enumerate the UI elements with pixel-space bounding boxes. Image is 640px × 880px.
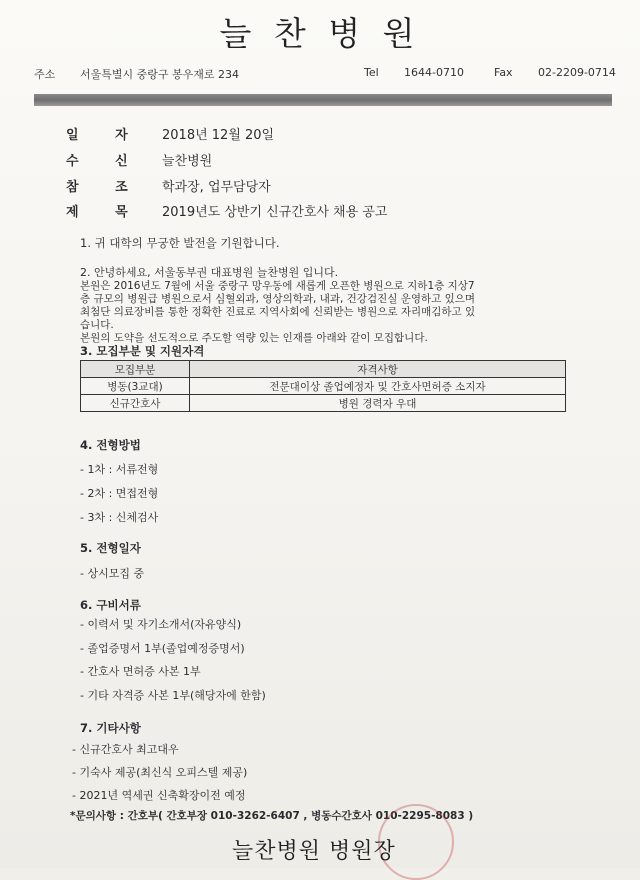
list-item: - 이력서 및 자기소개서(자유양식)	[80, 618, 242, 631]
reference-label: 참 조	[66, 180, 144, 195]
list-item: - 상시모집 중	[80, 567, 145, 580]
intro-paragraph	[80, 266, 550, 345]
table-row	[81, 378, 566, 395]
contact-info: *문의사항 : 간호부( 간호부장 010-3262-6407 , 병동수간호사 010-2295-8083 )	[70, 810, 474, 822]
list-item: - 기타 자격증 사본 1부(해당자에 한함)	[80, 689, 266, 702]
list-item: - 신규간호사 최고대우	[72, 743, 179, 756]
list-item: - 1차 : 서류전형	[80, 463, 159, 476]
section-3-title: 3. 모집부분 및 지원자격	[80, 344, 205, 358]
table-header-cell: 자격사항	[190, 361, 566, 378]
tel-label: Tel	[364, 66, 379, 79]
reference-value: 학과장, 업무담당자	[162, 180, 271, 195]
list-item: - 3차 : 신체검사	[80, 511, 159, 524]
table-cell: 병동(3교대)	[81, 378, 190, 395]
letterhead-title: 늘 찬 병 원	[219, 14, 421, 53]
section-4-title: 4. 전형방법	[80, 438, 141, 452]
tel-number: 1644-0710	[404, 66, 464, 79]
table-cell: 전문대이상 졸업예정자 및 간호사면허증 소지자	[190, 378, 566, 395]
intro-line: 층 규모의 병원급 병원으로서 심혈외과, 영상의학과, 내과, 건강검진실 운영하고 있으며	[80, 293, 476, 305]
requirements-table	[80, 360, 566, 412]
section-6-title: 6. 구비서류	[80, 598, 141, 612]
section-5-title: 5. 전형일자	[80, 541, 141, 555]
greeting-text: 1. 귀 대학의 무궁한 발전을 기원합니다.	[80, 236, 280, 250]
date-label: 일 자	[66, 128, 144, 143]
fax-number: 02-2209-0714	[538, 66, 616, 79]
date-value: 2018년 12월 20일	[162, 128, 275, 143]
table-header-row	[81, 361, 566, 378]
table-cell: 신규간호사	[81, 395, 190, 412]
list-item: - 2021년 역세권 신축확장이전 예정	[72, 789, 246, 802]
recipient-label: 수 신	[66, 154, 144, 169]
list-item: - 기숙사 제공(최신식 오피스텔 제공)	[72, 766, 248, 779]
intro-line: 습니다.	[80, 319, 114, 331]
list-item: - 간호사 면허증 사본 1부	[80, 665, 201, 678]
recipient-value: 늘찬병원	[162, 154, 213, 169]
intro-line: 2. 안녕하세요, 서울동부권 대표병원 늘찬병원 입니다.	[80, 266, 339, 279]
address-label: 주소	[34, 68, 56, 81]
intro-line: 본원은 2016년도 7월에 서울 중랑구 망우동에 새롭게 오픈한 병원으로 지하1층 지상7	[80, 280, 475, 292]
fax-label: Fax	[494, 66, 513, 79]
section-7-title: 7. 기타사항	[80, 721, 141, 735]
table-row	[81, 395, 566, 412]
intro-line: 본원의 도약을 선도적으로 주도할 역량 있는 인재를 아래와 같이 모집합니다.	[80, 332, 428, 344]
header-divider-bar	[34, 94, 612, 106]
list-item: - 2차 : 면접전형	[80, 487, 159, 500]
address-text: 서울특별시 중랑구 봉우재로 234	[80, 68, 239, 81]
signature-line: 늘찬병원 병원장	[232, 839, 396, 864]
subject-value: 2019년도 상반기 신규간호사 채용 공고	[162, 205, 388, 220]
intro-line: 최첨단 의료장비를 통한 정확한 진료로 지역사회에 신뢰받는 병원으로 자리매김하고 있	[80, 306, 476, 318]
table-header-cell: 모집부분	[81, 361, 190, 378]
table-cell: 병원 경력자 우대	[190, 395, 566, 412]
subject-label: 제 목	[66, 205, 144, 220]
list-item: - 졸업증명서 1부(졸업예정증명서)	[80, 642, 245, 655]
